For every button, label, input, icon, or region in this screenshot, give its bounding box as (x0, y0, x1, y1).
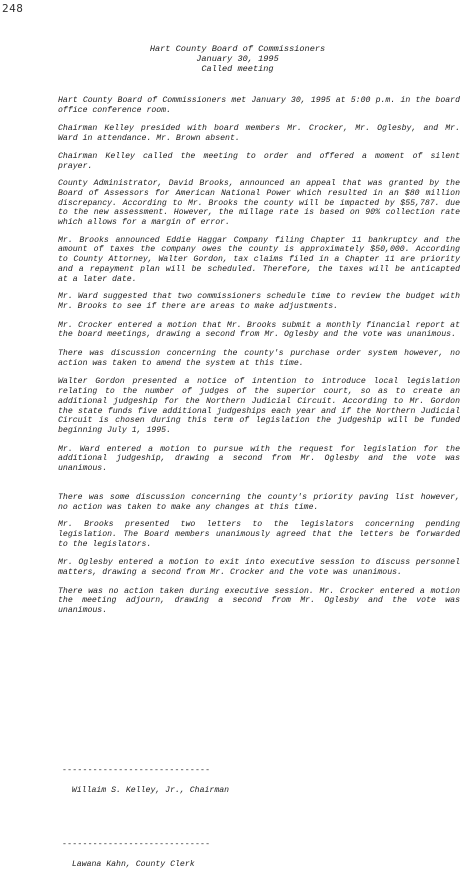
paragraph-legislator-letters: Mr. Brooks presented two letters to the legislators concerning pending legislation. The Board members unanimously agreed that the letters be forwarded to the legislators. (58, 520, 460, 549)
paragraph-purchase-order: There was discussion concerning the county's purchase order system however, no action was taken to amend the system at this time. (58, 349, 460, 368)
paragraph-bankruptcy: Mr. Brooks announced Eddie Haggar Company filing Chapter 11 bankruptcy and the amount of taxes the company owes the county is approximately $50,000. According to County Attorney, Walter Gordon, tax claims filed in a Chapter 11 are priority and a repayment plan will be scheduled. Therefore, the taxes will be anticapted at a later date. (58, 235, 460, 284)
paragraph-judgeship-notice: Walter Gordon presented a notice of intention to introduce local legislation relating to the number of judges of the superior court, so as to create an additional judgeship for the Northern Judicial Circuit. According to Mr. Gordon the state funds five additional judgeships each year and if the Northern Judicial Circuit is chosen during this term of legislation the judgeship will be funded beginning July 1, 1995. (58, 377, 460, 435)
page-number: 248 (2, 2, 24, 15)
signature-line: ----------------------------- (62, 766, 211, 775)
minutes-body (58, 96, 460, 616)
chairman-name: Willaim S. Kelley, Jr., Chairman (71, 786, 230, 795)
signature-line: ----------------------------- (62, 840, 211, 849)
paragraph-attendance: Chairman Kelley presided with board members Mr. Crocker, Mr. Oglesby, and Mr. Ward in attendance. Mr. Brown absent. (58, 124, 460, 144)
paragraph-financial-report-motion: Mr. Crocker entered a motion that Mr. Brooks submit a monthly financial report at the board meetings, drawing a second from Mr. Oglesby and the vote was unanimous. (58, 320, 460, 340)
paragraph-meeting-opening: Hart County Board of Commissioners met January 30, 1995 at 5:00 p.m. in the board office conference room. (58, 96, 460, 115)
paragraph-executive-session-motion: Mr. Oglesby entered a motion to exit into executive session to discuss personnel matters, drawing a second from Mr. Crocker and the vote was unanimous. (58, 558, 460, 578)
clerk-signature-block (62, 820, 210, 870)
clerk-name: Lawana Kahn, County Clerk (71, 860, 195, 869)
meeting-heading (0, 44, 475, 74)
paragraph-assessment-appeal: County Administrator, David Brooks, announced an appeal that was granted by the Board of Assessors for American National Power which resulted in an $80 million discrepancy. According to Mr. Brooks the county will be impacted by $55,787. due to the new assessment. However, the millage rate is based on 90% collection rate which allows for a margin of error. (58, 179, 460, 228)
paragraph-budget-review: Mr. Ward suggested that two commissioners schedule time to review the budget with Mr. Brooks to see if there are areas to make adjustments. (58, 292, 460, 311)
paragraph-call-to-order: Chairman Kelley called the meeting to order and offered a moment of silent prayer. (58, 151, 460, 171)
heading-board-name: Hart County Board of Commissioners (149, 44, 326, 54)
paragraph-adjournment: There was no action taken during executive session. Mr. Crocker entered a motion the meeting adjourn, drawing a second from Mr. Oglesby and the vote was unanimous. (58, 586, 460, 616)
heading-meeting-type: Called meeting (201, 64, 274, 74)
paragraph-judgeship-motion: Mr. Ward entered a motion to pursue with the request for legislation for the additional judgeship, drawing a second from Mr. Oglesby and the vote was unanimous. (58, 444, 460, 474)
chairman-signature-block (62, 746, 229, 796)
heading-date: January 30, 1995 (196, 54, 279, 64)
paragraph-paving-list: There was some discussion concerning the county's priority paving list however, no action was taken to make any changes at this time. (58, 492, 460, 512)
